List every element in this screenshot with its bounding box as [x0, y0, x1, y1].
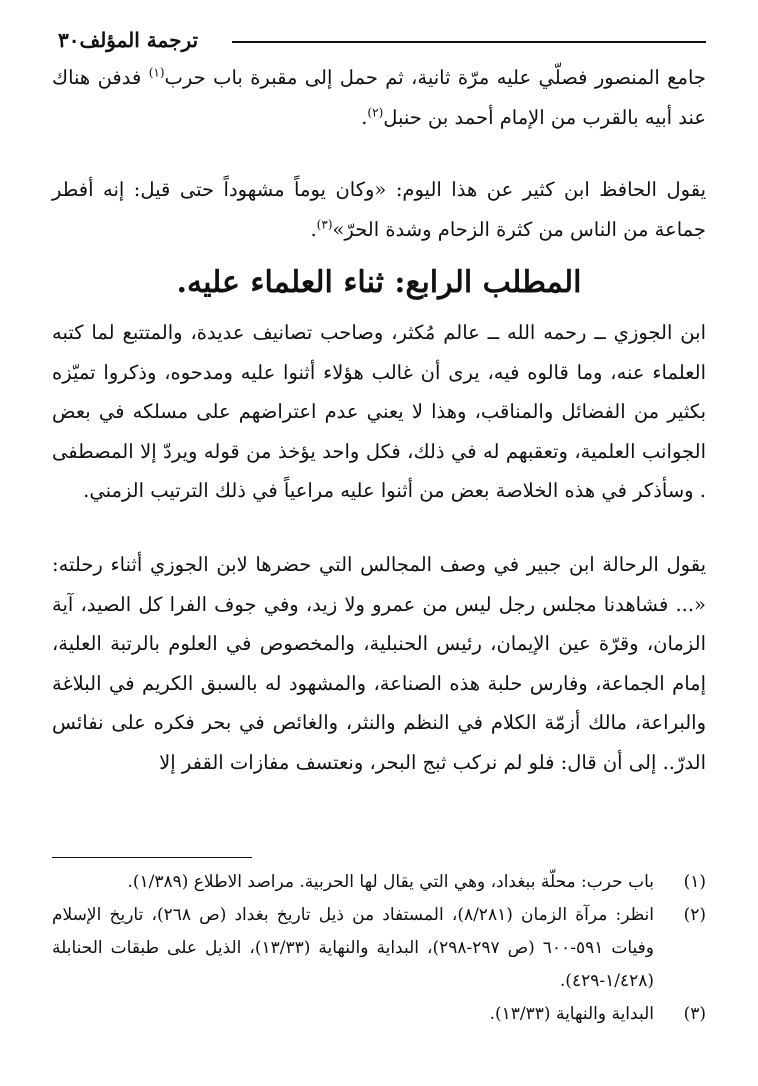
- paragraph-text: .: [361, 105, 368, 129]
- section-title: المطلب الرابع: ثناء العلماء عليه.: [176, 265, 582, 300]
- footnote-text: باب حرب: محلّة ببغداد، وهي التي يقال لها الحربية. مراصد الاطلاع (١/٣٨٩).: [127, 872, 654, 892]
- footnote-ref[interactable]: (١): [148, 65, 165, 80]
- footnote-ref[interactable]: (٣): [316, 217, 333, 231]
- paragraph-text: جامع المنصور فصلّي عليه مرّة ثانية، ثم حمل إلى مقبرة باب حرب: [164, 66, 706, 89]
- book-page: [52, 0, 706, 1086]
- footnote-number: (١): [683, 872, 706, 892]
- paragraph-ibn-kathir: [52, 170, 706, 249]
- page-number: ٣٠: [58, 28, 80, 52]
- footnotes: [52, 866, 706, 1031]
- header-rule: [232, 41, 706, 43]
- footnote-number: (٢): [683, 905, 706, 925]
- paragraph-ibn-jubayr: يقول الرحالة ابن جبير في وصف المجالس التي حضرها لابن الجوزي أثناء رحلته: «... فشاهدنا مجلس رجل ليس من عمرو ولا زيد، وفي جوف الفرا كل الصيد، آية الزمان، وقرّة عين الإيمان، رئيس الحنبلية، والمخصوص في العلوم بالرتبة العلية، إمام الجماعة، وفارس حلبة هذه الصناعة، والمشهود له بالسبق الكريم في البلاغة والبراعة، مالك أزمّة الكلام في النظم والنثر، والغائص في بحر فكره على نفائس الدرّ.. إلى أن قال: فلو لم نركب ثبج البحر، ونعتسف مفازات القفر إلا: [52, 553, 706, 774]
- paragraph-burial: [52, 58, 706, 137]
- paragraph-text: .: [310, 217, 317, 241]
- footnote-number: (٣): [683, 1004, 706, 1024]
- paragraph-text: فدفن هناك عند أبيه بالقرب من الإمام أحمد بن حنبل: [52, 66, 706, 129]
- paragraph-ibn-jawzi: ابن الجوزي ــ رحمه الله ــ عالم مُكثر، وصاحب تصانيف عديدة، والمتتبع لما كتبه العلماء عنه، وما قالوه فيه، يرى أن غالب هؤلاء أثنوا عليه ومدحوه، وذكروا تميّزه بكثير من الفضائل والمناقب، وهذا لا يعني عدم اعتراضهم على مسلكه في بعض الجوانب العلمية، وتعقبهم له في ذلك، فكل واحد يؤخذ من قوله ويردّ إلا المصطفى . وسأذكر في هذه الخلاصة بعض من أثنوا عليه مراعياً في ذلك الترتيب الزمني.: [52, 321, 706, 502]
- footnote-text: البداية والنهاية (١٣/٣٣).: [489, 1004, 654, 1024]
- footnote: [52, 998, 706, 1031]
- running-title: ترجمة المؤلف: [79, 28, 199, 52]
- footnote-text: انظر: مرآة الزمان (٨/٢٨١)، المستفاد من ذيل تاريخ بغداد (ص ٢٦٨)، تاريخ الإسلام وفيات ٥٩١-٦٠٠ (ص ٢٩٧-٢٩٨)، البداية والنهاية (١٣/٣٣)، الذيل على طبقات الحنابلة (١/٤٢٨-٤٢٩).: [52, 905, 654, 991]
- paragraph-text: يقول الحافظ ابن كثير عن هذا اليوم: «وكان يوماً مشهوداً حتى قيل: إنه أفطر جماعة من الناس من كثرة الزحام وشدة الحرّ»: [52, 178, 706, 241]
- footnote: [52, 866, 706, 899]
- footnote: [52, 899, 706, 998]
- header-text: [52, 28, 198, 52]
- page-header: [52, 28, 706, 58]
- footnote-ref[interactable]: (٢): [367, 105, 384, 119]
- footnote-separator: [52, 857, 252, 858]
